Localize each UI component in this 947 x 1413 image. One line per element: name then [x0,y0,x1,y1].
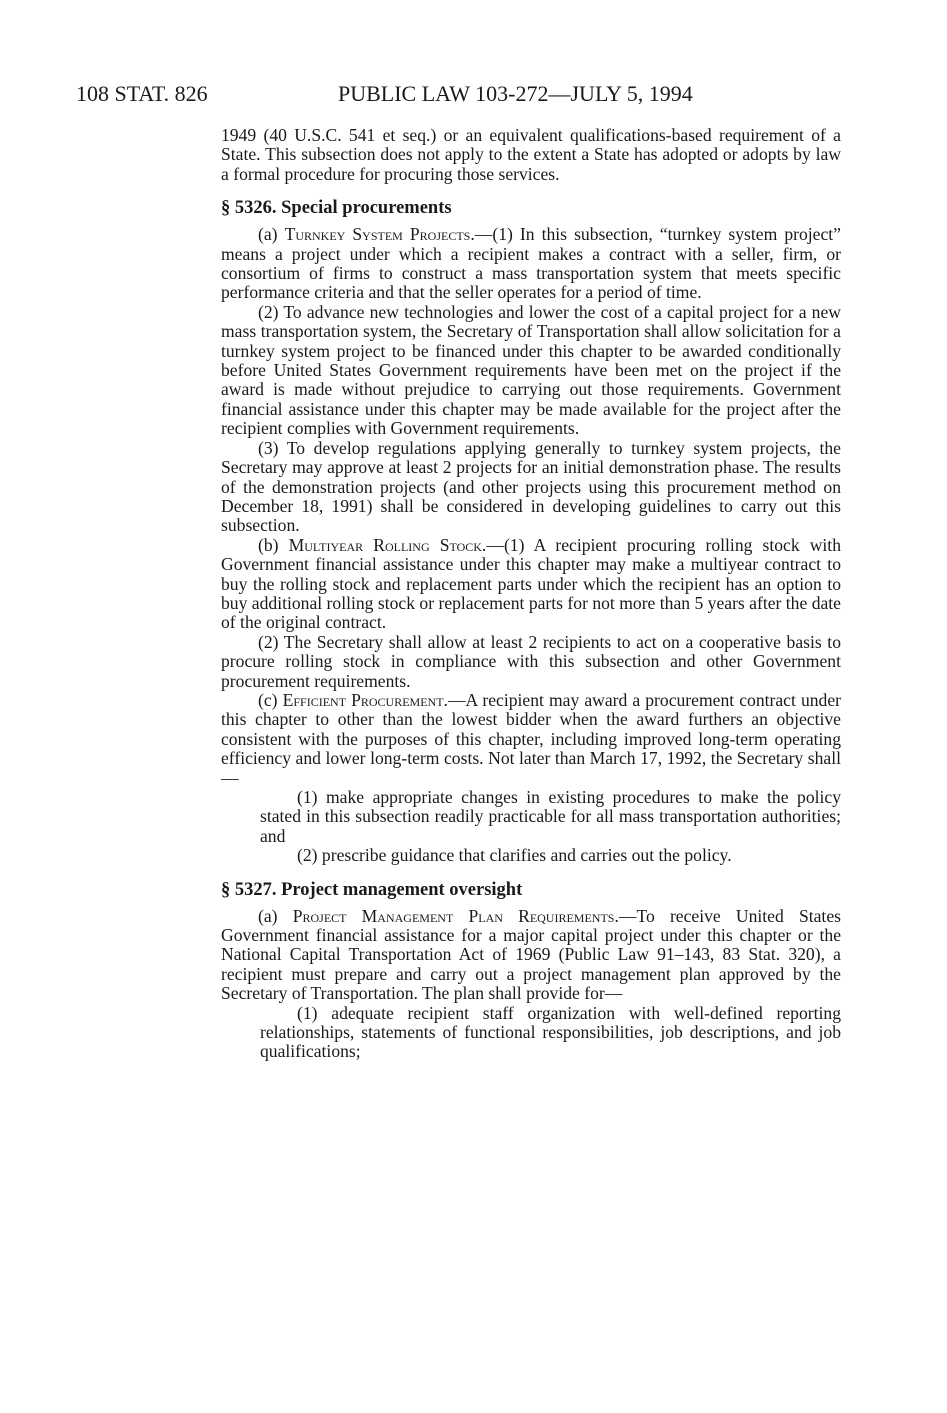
subsection-5327a-text: —To receive United States Government financial assistance for a major capital project under this chapter or the National Capital Transportation Act of 1969 (Public Law 91–143, 83 Stat. 320), a recipient must prepare and carry out a project management plan approved by the Secretary of Transportation. The plan shall provide for— [221,905,841,1004]
subsection-c-marker: (c) [258,689,283,710]
intro-paragraph: 1949 (40 U.S.C. 541 et seq.) or an equivalent qualifications-based requirement of a State. This subsection does not apply to the extent a State has adopted or adopts by law a formal procedure for procuring those services. [221,125,841,184]
subsection-a1-text: —(1) In this subsection, “turnkey system project” means a project under which a recipient makes a contract with a seller, firm, or consortium of firms to construct a mass transportation system that meets specific performance criteria and that the seller operates for a period of time. [221,224,841,303]
subsection-b1-text: —(1) A recipient procuring rolling stock with Government financial assistance under this chapter may make a multiyear contract to buy the rolling stock and replacement parts under which the recipient has an option to buy additional rolling stock or replacement parts for not more than 5 years after the date of the original contract. [221,534,841,633]
public-law-reference: PUBLIC LAW 103-272—JULY 5, 1994 [338,81,693,106]
section-5326-a3-paragraph: (3) To develop regulations applying generally to turnkey system projects, the Secretary may approve at least 2 projects for an initial demonstration phase. The results of the demonstration projects (and other projects using this procurement method on December 18, 1991) shall be considered in developing guidelines to carry out this subsection. [221,437,841,536]
section-5326-heading: § 5326. Special procurements [221,198,452,219]
section-5327-heading: § 5327. Project management oversight [221,879,523,900]
section-5326-b2-paragraph: (2) The Secretary shall allow at least 2 recipients to act on a cooperative basis to procure rolling stock in compliance with this subsection and other Government procurement requirements. [221,631,841,691]
statute-reference: 108 STAT. 826 [76,81,208,106]
subsection-b-lead: Multiyear Rolling Stock. [288,534,487,555]
section-5326-c-paragraph [221,691,841,788]
section-5326-a2-paragraph: (2) To advance new technologies and lower the cost of a capital project for a new mass transportation system, the Secretary of Transportation shall allow solicitation for a turnkey system project to be financed under this chapter to be awarded conditionally before United States Government requirements have been met on the project if the award is made without prejudice to carrying out those requirements. Government financial assistance under this chapter may be made available for the project after the recipient complies with Government requirements. [221,301,841,439]
body-text [221,126,841,1062]
subsection-5327a-lead: Project Management Plan Requirements. [292,905,619,926]
subsection-c-lead: Efficient Procurement. [282,689,448,710]
subsection-5327a-marker: (a) [258,905,293,926]
section-5326-b1-paragraph [221,536,841,633]
section-5326-c1-item: (1) make appropriate changes in existing procedures to make the policy stated in this subsection readily practicable for all mass transportation authorities; and [260,787,841,846]
section-5327-a1-item: (1) adequate recipient staff organization with well-defined reporting relationships, statements of functional responsibilities, job descriptions, and job qualifications; [260,1002,841,1062]
section-5327-a-paragraph [221,907,841,1004]
section-5326-c2-item: (2) prescribe guidance that clarifies and carries out the policy. [297,845,732,866]
subsection-c-text: —A recipient may award a procurement contract under this chapter to other than the lowest bidder when the award furthers an objective consistent with the purposes of this chapter, including improved long-term operating efficiency and lower long-term costs. Not later than March 17, 1992, the Secretary shall— [221,689,842,788]
subsection-b-marker: (b) [258,534,289,555]
subsection-a-lead: Turnkey System Projects. [284,224,475,245]
section-5326-a1-paragraph [221,225,841,303]
subsection-a-marker: (a) [258,224,285,245]
